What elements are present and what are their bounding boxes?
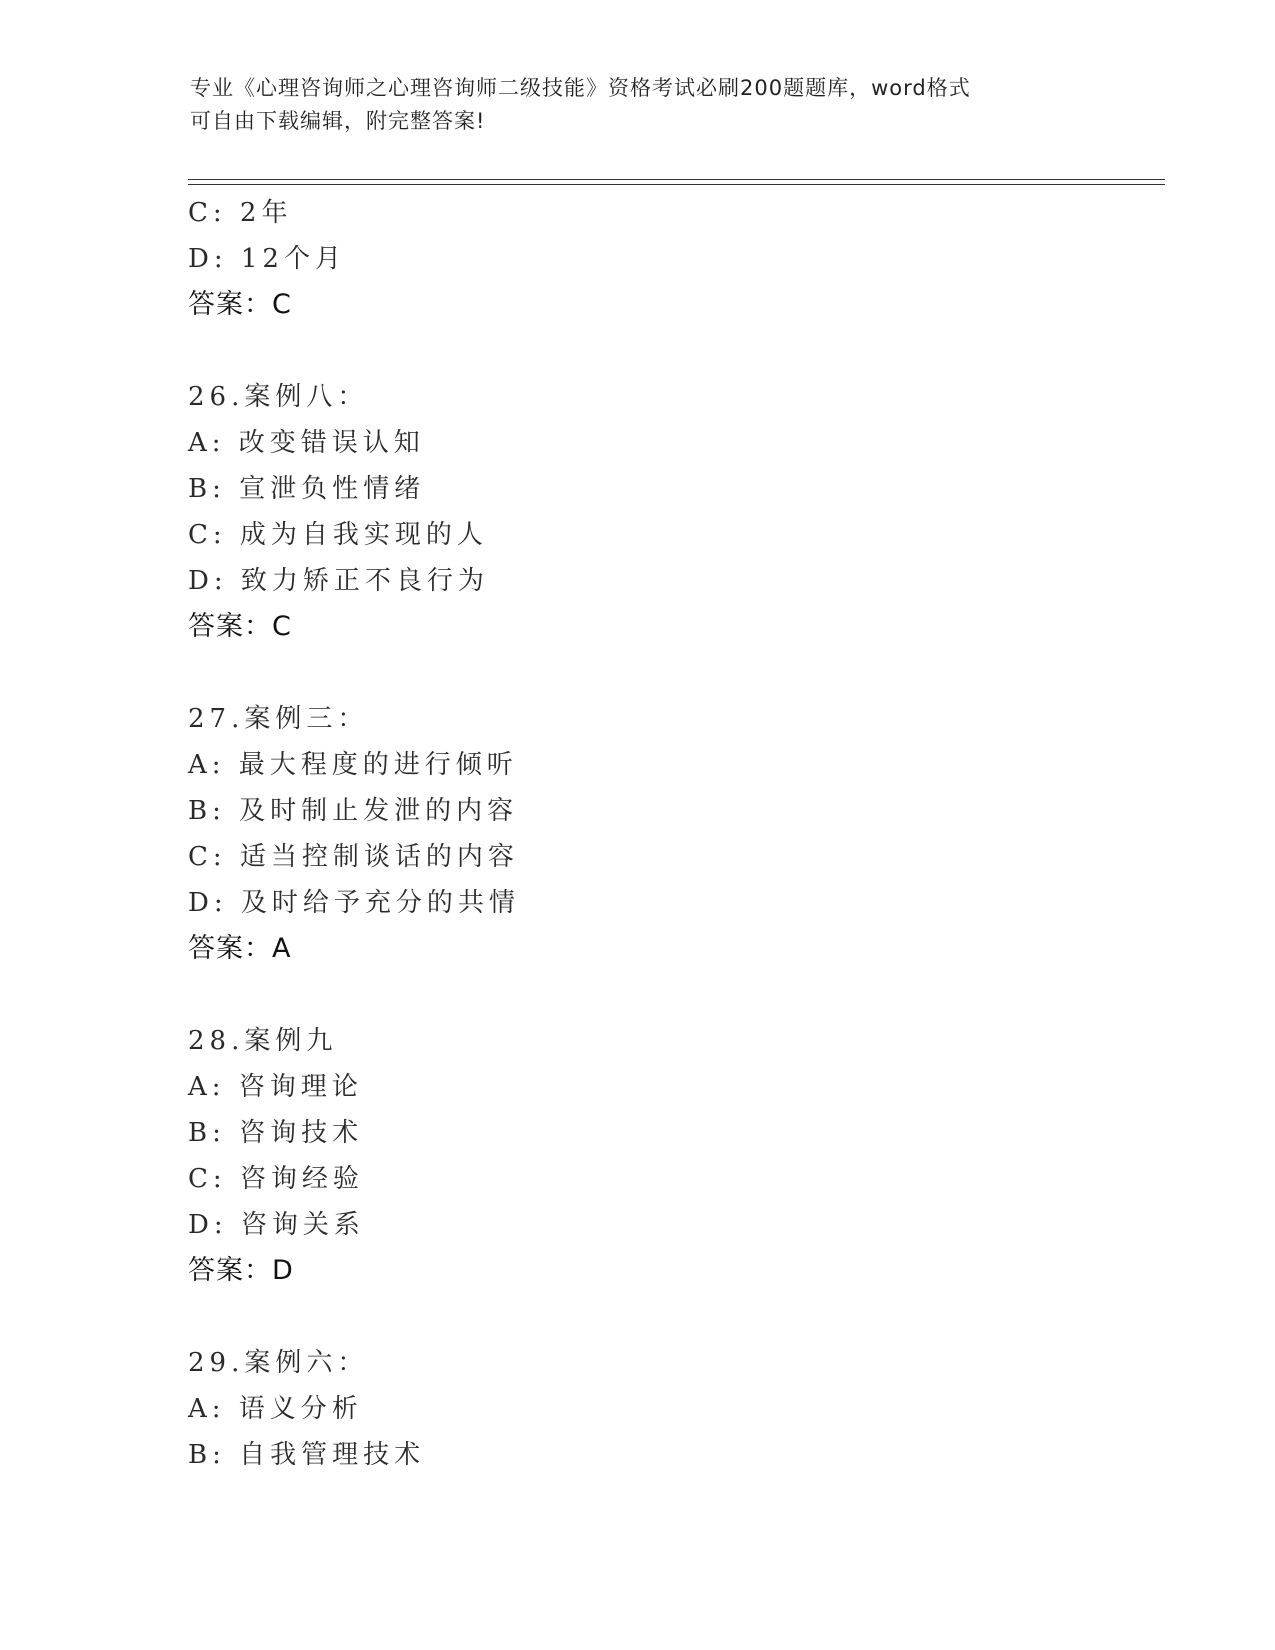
question-title: 26.案例八：	[188, 382, 369, 412]
question-title: 29.案例六：	[188, 1348, 369, 1378]
option-a: A: 最大程度的进行倾听	[188, 750, 518, 780]
header-divider-top	[188, 179, 1165, 180]
question-title: 27.案例三：	[188, 704, 369, 734]
option-d: D: 咨询关系	[188, 1210, 365, 1240]
answer-line: 答案：C	[188, 289, 292, 320]
option-d: D: 致力矫正不良行为	[188, 566, 489, 596]
question-title: 28.案例九	[188, 1026, 338, 1056]
option-c: C: 适当控制谈话的内容	[188, 842, 519, 872]
answer-line: 答案：C	[188, 611, 292, 642]
option-b: B: 及时制止发泄的内容	[188, 796, 519, 826]
question-block-29	[188, 1340, 1088, 1478]
spacer	[188, 650, 1088, 696]
option-a: A: 改变错误认知	[188, 428, 425, 458]
question-block-28	[188, 1018, 1088, 1294]
header-line-2: 可自由下载编辑，附完整答案!	[190, 109, 486, 133]
question-block-25	[188, 190, 1088, 328]
answer-line: 答案：A	[188, 933, 292, 964]
document-header	[190, 72, 1090, 138]
option-c: C: 2年	[188, 198, 293, 228]
option-a: A: 语义分析	[188, 1394, 363, 1424]
spacer	[188, 1294, 1088, 1340]
header-divider-bottom	[188, 184, 1165, 185]
header-line-1: 专业《心理咨询师之心理咨询师二级技能》资格考试必刷200题题库，word格式	[190, 76, 971, 100]
question-block-26	[188, 374, 1088, 650]
answer-line: 答案：D	[188, 1255, 294, 1286]
spacer	[188, 328, 1088, 374]
question-list	[188, 190, 1088, 1478]
option-b: B: 咨询技术	[188, 1118, 364, 1148]
option-d: D: 12个月	[188, 244, 346, 274]
option-d: D: 及时给予充分的共情	[188, 888, 520, 918]
spacer	[188, 972, 1088, 1018]
option-c: C: 成为自我实现的人	[188, 520, 488, 550]
question-block-27	[188, 696, 1088, 972]
option-c: C: 咨询经验	[188, 1164, 364, 1194]
option-b: B: 自我管理技术	[188, 1440, 426, 1470]
option-b: B: 宣泄负性情绪	[188, 474, 426, 504]
option-a: A: 咨询理论	[188, 1072, 363, 1102]
